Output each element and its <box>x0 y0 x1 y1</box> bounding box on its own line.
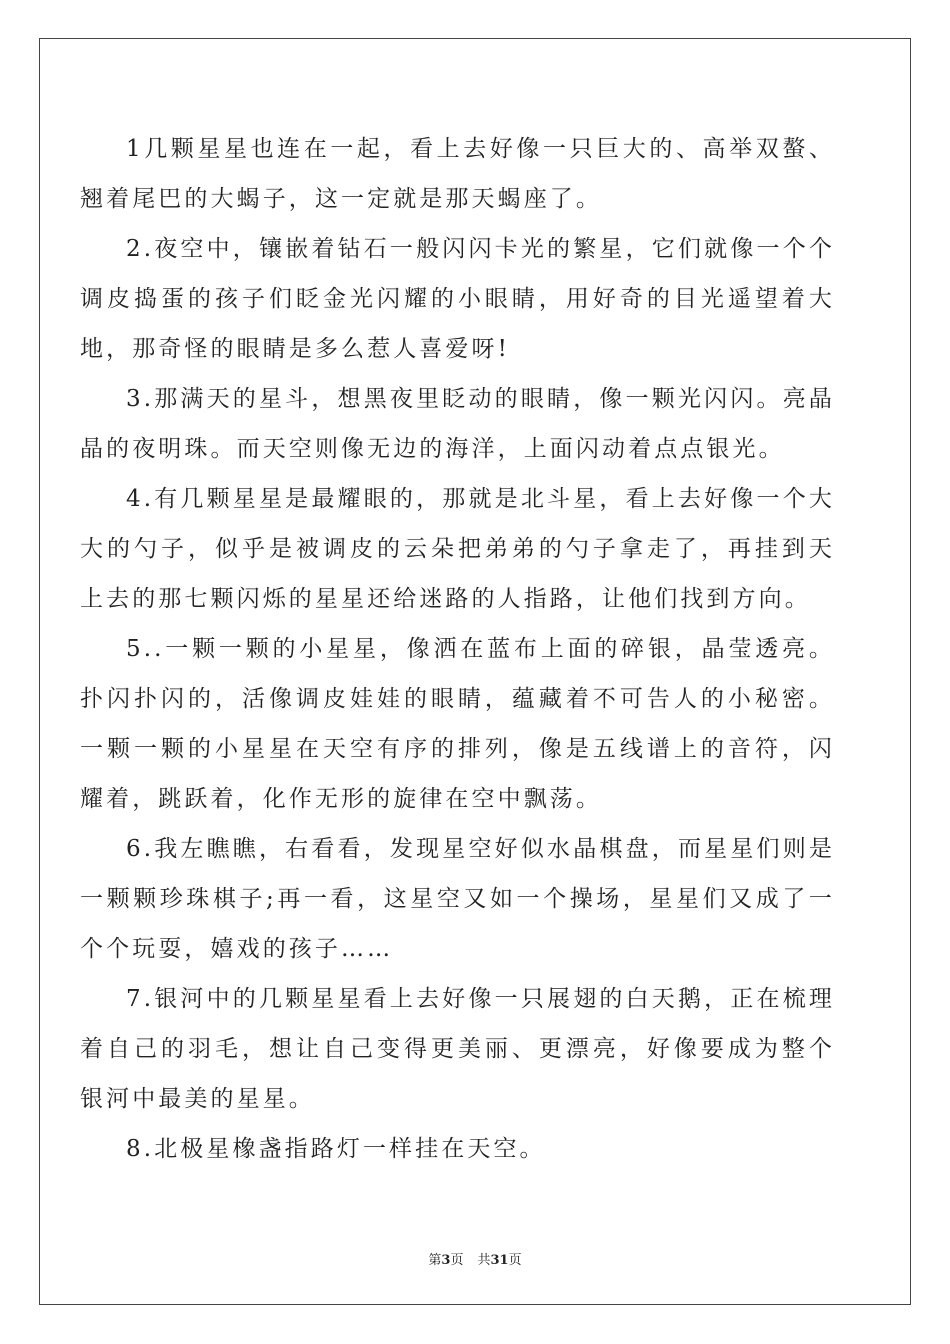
paragraph-8: 8.北极星橡盏指路灯一样挂在天空。 <box>126 1136 546 1162</box>
page-prefix: 第 <box>428 1253 442 1268</box>
paragraph-6: 6.我左瞧瞧，右看看，发现星空好似水晶棋盘，而星星们则是一颗颗珍珠棋子;再一看，这星空又如一个操场，星星们又成了一个个玩耍，嬉戏的孩子…… <box>80 836 835 962</box>
page-number: 3 <box>441 1253 451 1268</box>
page-footer <box>0 1249 950 1268</box>
document-body <box>80 124 835 1174</box>
paragraph-7: 7.银河中的几颗星星看上去好像一只展翅的白天鹅，正在梳理着自己的羽毛，想让自己变得更美丽、更漂亮，好像要成为整个银河中最美的星星。 <box>80 986 835 1112</box>
total-pages: 31 <box>490 1253 509 1268</box>
paragraph-1: 1几颗星星也连在一起，看上去好像一只巨大的、高举双螯、翘着尾巴的大蝎子，这一定就是那天蝎座了。 <box>80 136 835 212</box>
paragraph-5: 5..一颗一颗的小星星，像洒在蓝布上面的碎银，晶莹透亮。扑闪扑闪的，活像调皮娃娃的眼睛，蕴藏着不可告人的小秘密。一颗一颗的小星星在天空有序的排列，像是五线谱上的音符，闪耀着，跳跃着，化作无形的旋律在空中飘荡。 <box>80 636 835 812</box>
page-suffix: 页 <box>450 1253 464 1268</box>
paragraph-2: 2.夜空中，镶嵌着钻石一般闪闪卡光的繁星，它们就像一个个调皮捣蛋的孩子们眨金光闪耀的小眼睛，用好奇的目光遥望着大地，那奇怪的眼睛是多么惹人喜爱呀! <box>80 236 835 362</box>
paragraph-4: 4.有几颗星星是最耀眼的，那就是北斗星，看上去好像一个大大的勺子，似乎是被调皮的云朵把弟弟的勺子拿走了，再挂到天上去的那七颗闪烁的星星还给迷路的人指路，让他们找到方向。 <box>80 486 835 612</box>
total-prefix: 共 <box>477 1253 491 1268</box>
total-suffix: 页 <box>508 1253 522 1268</box>
paragraph-3: 3.那满天的星斗，想黑夜里眨动的眼睛，像一颗光闪闪。亮晶晶的夜明珠。而天空则像无边的海洋，上面闪动着点点银光。 <box>80 386 835 462</box>
